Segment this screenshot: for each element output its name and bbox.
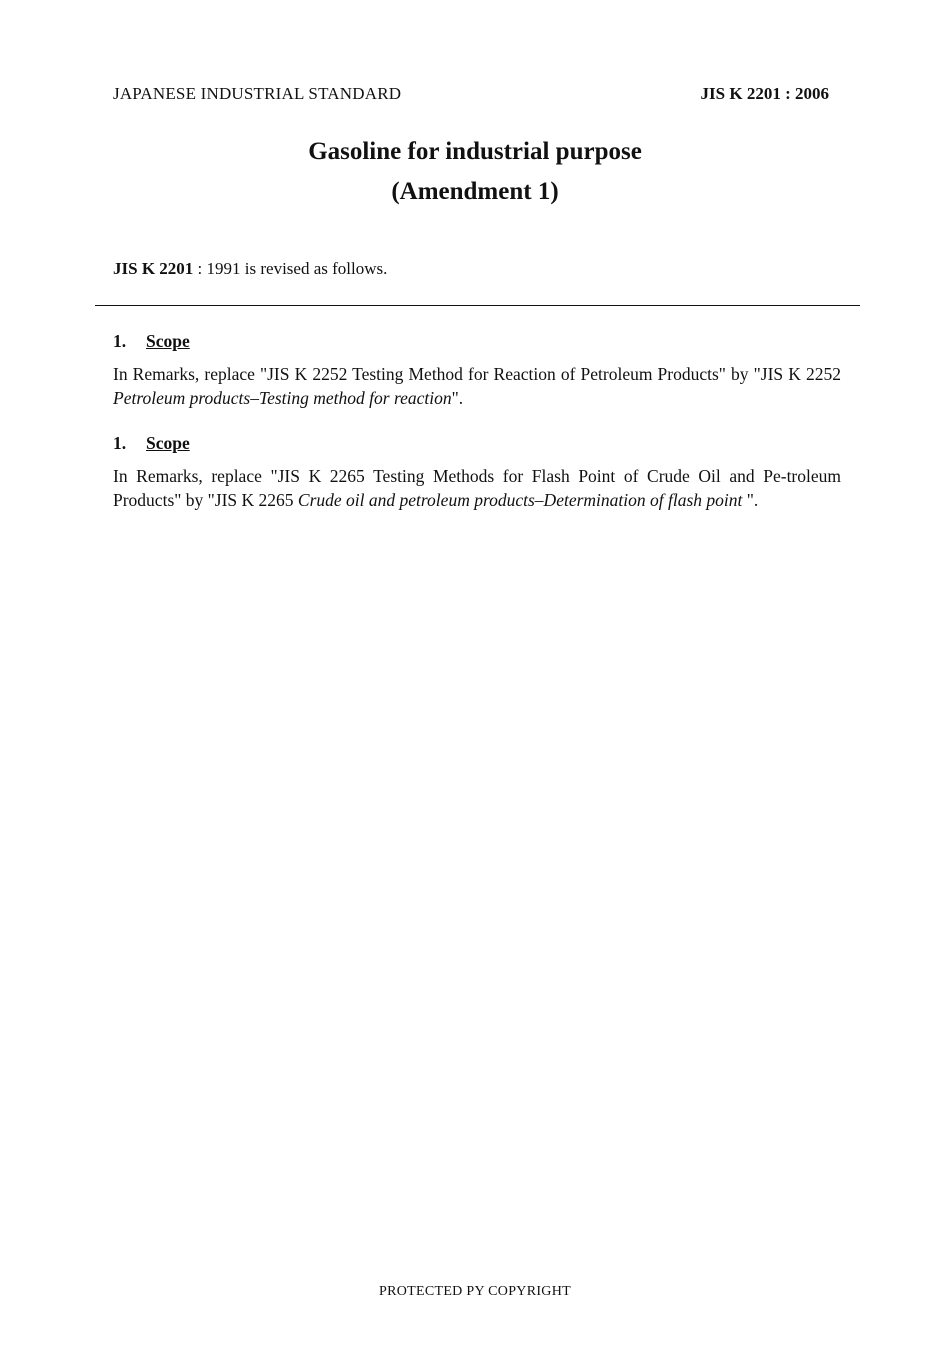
revised-standard-number: JIS K 2201 — [113, 259, 194, 278]
divider-line — [95, 305, 860, 306]
section-number: 1. — [113, 331, 127, 351]
section-title: Scope — [146, 331, 190, 351]
section-heading — [113, 329, 841, 353]
revision-intro — [113, 259, 387, 279]
section-title: Scope — [146, 433, 190, 453]
revision-intro-text: : 1991 is revised as follows. — [193, 259, 388, 278]
section-heading — [113, 431, 841, 455]
title-line-2: (Amendment 1) — [391, 178, 559, 205]
section-text-end: ". — [451, 388, 464, 408]
section-body — [113, 464, 841, 512]
section-text-end: ". — [742, 490, 759, 510]
section-body — [113, 362, 841, 410]
title-line-1: Gasoline for industrial purpose — [308, 138, 642, 165]
amendment-section-2 — [113, 431, 841, 512]
document-title — [0, 132, 950, 212]
section-text: In Remarks, replace "JIS K 2265 Testing Methods for Flash Point of Crude Oil and Pe-troleum Products" by "JIS K 2265 — [113, 466, 841, 510]
section-italic-title: Petroleum products–Testing method for reaction — [113, 388, 452, 408]
standard-type-header: JAPANESE INDUSTRIAL STANDARD — [113, 84, 402, 103]
standard-number-header: JIS K 2201 : 2006 — [700, 84, 829, 103]
copyright-footer: PROTECTED PY COPYRIGHT — [379, 1284, 571, 1299]
section-text: In Remarks, replace "JIS K 2252 Testing Method for Reaction of Petroleum Products" by "JIS K 2252 — [113, 364, 841, 384]
amendment-section-1 — [113, 329, 841, 410]
section-number: 1. — [113, 433, 127, 453]
section-italic-title: Crude oil and petroleum products–Determination of flash point — [297, 490, 743, 510]
